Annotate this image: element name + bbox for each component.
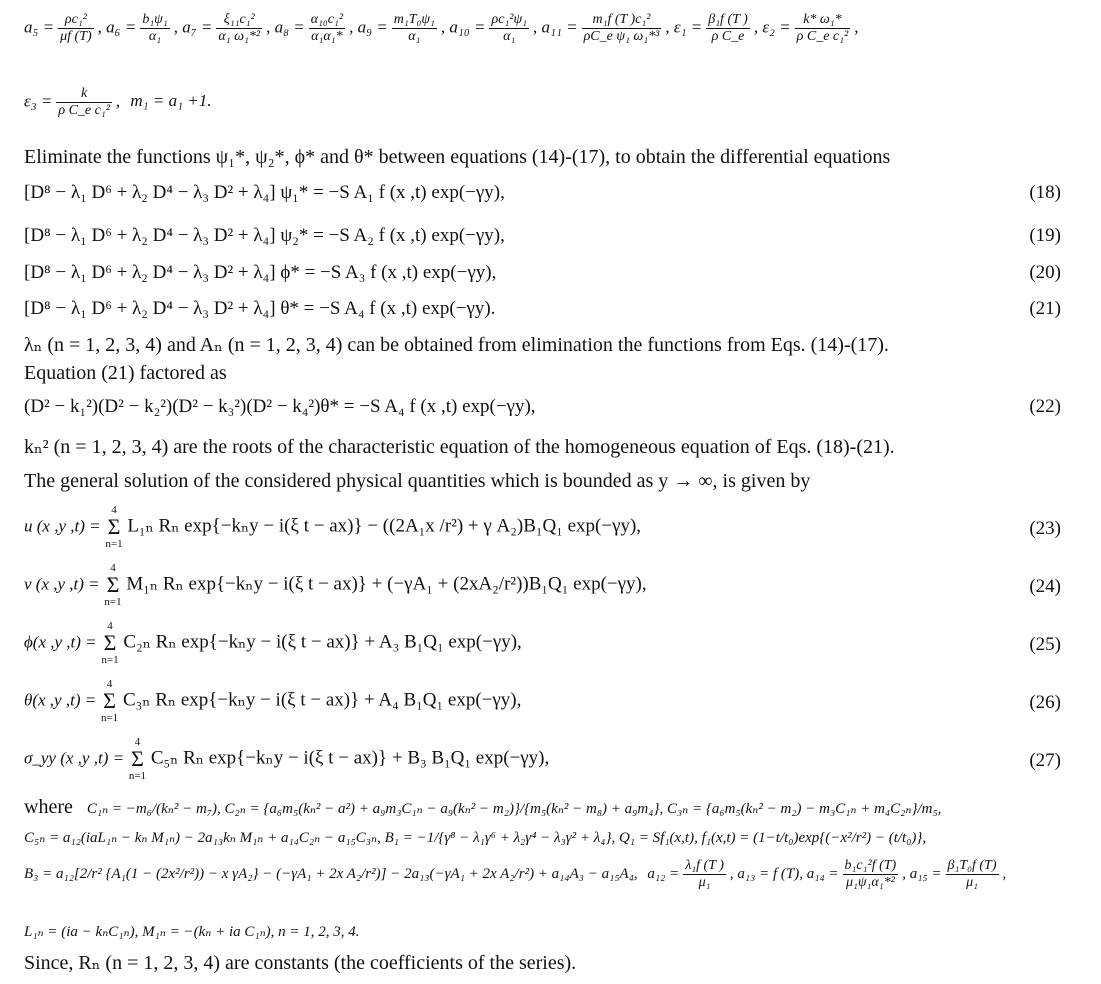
sum-upper-limit: 4 <box>134 736 141 748</box>
equation-18 <box>24 182 1089 204</box>
coef-e2-fraction <box>795 12 851 45</box>
coef-a9-fraction <box>392 12 437 45</box>
coef-a6-den: α₁ <box>148 29 162 44</box>
coef-a12-num: λ₁f (T ) <box>685 858 724 873</box>
where-line-3: B₃ = a₁₂[2/r² {A₁(1 − (2x²/r²)) − x γA₂} − (−γA₁ + 2x A₂/r²)] − 2a₁₃(−γA₁ + 2x A₂/r²) + a₁₄A₃ − a₁₅A₄, a₁₂ = $\frac{\text{λ₁f (T )}}{\text{μ₁}}$ , a₁₃ = f (T), a₁₄ = $\frac{\text{b₁c₁²f (T)}}{\text{μ₁ψ₁α₁*²}}$ , a₁₅ = $\frac{\text{β₁T₀f (T)}}{\text{μ₁}}$ , <box>24 858 1007 890</box>
sum-lower-limit: n=1 <box>128 770 147 782</box>
coef-a5-num: ρc₁² <box>58 12 94 29</box>
coef-e1-label: ε₁ = <box>673 17 703 37</box>
equation-23-sum <box>105 504 122 550</box>
equation-21 <box>24 298 1089 320</box>
coef-a9-label: a₉ = <box>357 17 388 37</box>
sum-sigma: Σ <box>131 746 144 771</box>
coef-a8-num: α₁₀c₁² <box>310 12 344 27</box>
equation-18-expr: [D⁸ − λ₁ D⁶ + λ₂ D⁴ − λ₃ D² + λ₄] ψ₁* = −S A₁ f (x ,t) exp(−γy), <box>24 182 505 203</box>
sum-sigma: Σ <box>107 514 121 539</box>
equation-19 <box>24 225 1089 247</box>
coef-a6-num: b₁ψ₁ <box>142 12 168 27</box>
coef-e3-den: ρ C_e c₁² <box>58 103 110 118</box>
equation-20-expr: [D⁸ − λ₁ D⁶ + λ₂ D⁴ − λ₃ D² + λ₄] ϕ* = −S A₃ f (x ,t) exp(−γy), <box>24 262 497 283</box>
coef-a15-label: a₁₅ = <box>909 865 942 882</box>
coef-m1: m₁ = a₁ +1. <box>130 91 212 111</box>
equation-26-sum <box>101 678 118 724</box>
equation-24-lhs: v (x ,y ,t) = <box>24 574 100 594</box>
coef-a8-fraction <box>309 12 345 45</box>
coef-a10-fraction <box>489 12 529 45</box>
equation-25-lhs: ϕ(x ,y ,t) = <box>24 632 97 652</box>
coef-a12-label: a₁₂ = <box>647 865 680 882</box>
equation-25 <box>24 620 1089 666</box>
coef-a15-den: μ₁ <box>966 875 978 890</box>
equation-22-number: (22) <box>1029 396 1061 417</box>
equation-24 <box>24 562 1089 608</box>
paragraph-lambda: λₙ (n = 1, 2, 3, 4) and Aₙ (n = 1, 2, 3, 4) can be obtained from elimination the functions from Eqs. (14)-(17). <box>24 334 889 356</box>
sum-sigma: Σ <box>103 630 117 655</box>
equation-24-sum <box>104 562 121 608</box>
paragraph-eliminate: Eliminate the functions ψ₁*, ψ₂*, ϕ* and θ* between equations (14)-(17), to obtain the differential equations <box>24 146 891 168</box>
coef-e3-label: ε₃ = <box>24 91 53 111</box>
equation-24-number: (24) <box>1029 576 1061 597</box>
coef-a10-label: a₁₀ = <box>449 17 486 37</box>
coef-a14-den: μ₁ψ₁α₁*² <box>845 875 895 890</box>
coef-a11-label: a₁₁ = <box>541 17 578 37</box>
equation-27-number: (27) <box>1029 750 1061 771</box>
equation-26-rhs: C₃ₙ Rₙ exp{−kₙy − i(ξ t − ax)} + A₄ B₁Q₁ exp(−γy), <box>122 689 522 711</box>
coef-a6-fraction <box>140 12 169 45</box>
coef-e1-fraction <box>706 12 750 45</box>
sum-lower-limit: n=1 <box>101 654 119 666</box>
where-line-2: C₅ₙ = a₁₂(iaL₁ₙ − kₙ M₁ₙ) − 2a₁₃kₙ M₁ₙ + a₁₄C₂ₙ − a₁₅C₃ₙ, B₁ = −1/{γ⁸ − λ₁γ⁶ + λ₂γ⁴ − λ₃γ² + λ₄}, Q₁ = Sf₁(x,t), f₁(x,t) = (1−t/t₀)exp{(−x²/r²) − (t/t₀)}, <box>24 830 927 846</box>
sum-upper-limit: 4 <box>110 562 116 574</box>
coef-e2-num: k* ω₁* <box>795 12 851 29</box>
coef-a7-num: ξ₁₁c₁² <box>216 12 262 29</box>
coef-a14-label: a₁₄ = <box>806 865 839 882</box>
paragraph-roots: kₙ² (n = 1, 2, 3, 4) are the roots of the characteristic equation of the homogeneous equation of Eqs. (18)-(21). <box>24 436 895 458</box>
equation-25-number: (25) <box>1029 634 1061 655</box>
coefficients-row-1: a₅ = $\frac{\text{ρc₁²}}{\mu f (T)}$ , a₆ = $\frac{\text{b₁ψ₁}}{\text{α₁}}$ , a₇ = $\frac{\text{ξ₁₁c₁²}}{\text{α₁ ω₁*²}}$ , a₈ = $\frac{\text{α₁₀c₁²}}{\text{α₁α₁*}}$ , a₉ = $\frac{\text{m₁T₀ψ₁}}{\text{α₁}}$ , a₁₀ = $\frac{\text{ρc₁²ψ₁}}{\text{α₁}}$ , a₁₁ = $\frac{\text{m₁f (T )c₁²}}{\text{ρC\_e ψ₁ ω₁*³}}$ , ε₁ = $\frac{\text{β₁f (T )}}{\text{ρ C\_e}}$ , ε₂ = $\frac{\text{k* ω₁*}}{\text{ρ C\_e c₁²}}$ , <box>24 12 859 44</box>
coef-e3-num: k <box>56 86 112 103</box>
equation-22-expr: (D² − k₁²)(D² − k₂²)(D² − k₃²)(D² − k₄²)θ* = −S A₄ f (x ,t) exp(−γy), <box>24 396 536 417</box>
coef-a9-den: α₁ <box>408 29 421 44</box>
equation-19-number: (19) <box>1029 225 1061 246</box>
where-c1n-c2n-c3n: C₁ₙ = −m₆/(kₙ² − m₇), C₂ₙ = {a₆m₅(kₙ² − a²) + a₉m₃C₁ₙ − a₉(kₙ² − m₂)}/{m₅(kₙ² − m₈) + a₉m₄}, C₃ₙ = {a₆m₅(kₙ² − m₂) − m₃C₁ₙ + m₄C₂ₙ}/m₅, <box>86 801 942 817</box>
equation-27-sum <box>129 736 146 782</box>
coef-e2-label: ε₂ = <box>762 17 791 37</box>
equation-19-expr: [D⁸ − λ₁ D⁶ + λ₂ D⁴ − λ₃ D² + λ₄] ψ₂* = −S A₂ f (x ,t) exp(−γy), <box>24 225 505 246</box>
sum-sigma: Σ <box>103 688 116 713</box>
coef-a5-den: μf (T) <box>60 29 92 44</box>
equation-23-rhs: L₁ₙ Rₙ exp{−kₙy − i(ξ t − ax)} − ((2A₁x /r²) + γ A₂)B₁Q₁ exp(−γy), <box>127 515 642 537</box>
coef-a6-label: a₆ = <box>106 17 137 37</box>
equation-27-lhs: σ_yy (x ,y ,t) = <box>24 748 125 768</box>
equation-18-number: (18) <box>1029 182 1061 203</box>
coef-a7-fraction <box>216 12 262 45</box>
coef-a14-fraction <box>843 858 899 891</box>
coef-a15-fraction <box>946 858 999 891</box>
coef-a13: a₁₃ = f (T), <box>737 865 803 882</box>
coef-a9-num: m₁T₀ψ₁ <box>393 12 435 27</box>
equation-26 <box>24 678 1089 724</box>
coef-a5-label: a₅ = <box>24 17 55 37</box>
sum-upper-limit: 4 <box>106 678 113 690</box>
where-b3: B₃ = a₁₂[2/r² {A₁(1 − (2x²/r²)) − x γA₂} − (−γA₁ + 2x A₂/r²)] − 2a₁₃(−γA₁ + 2x A₂/r²) + a₁₄A₃ − a₁₅A₄, <box>24 865 638 882</box>
where-line-1 <box>24 796 1089 819</box>
equation-26-lhs: θ(x ,y ,t) = <box>24 690 97 710</box>
coef-a8-label: a₈ = <box>274 17 305 37</box>
equation-23-lhs: u (x ,y ,t) = <box>24 516 101 536</box>
equation-22 <box>24 396 1089 418</box>
coef-e3-fraction <box>56 86 112 119</box>
equation-21-number: (21) <box>1029 298 1061 319</box>
coef-a5-fraction <box>58 12 94 45</box>
paragraph-general-solution: The general solution of the considered physical quantities which is bounded as y → ∞, is given by <box>24 470 811 492</box>
coef-a11-den: ρC_e ψ₁ ω₁*³ <box>583 29 660 44</box>
coef-a11-num: m₁f (T )c₁² <box>582 12 662 29</box>
coef-a8-den: α₁α₁* <box>311 29 343 44</box>
sum-lower-limit: n=1 <box>100 712 119 724</box>
equation-21-expr: [D⁸ − λ₁ D⁶ + λ₂ D⁴ − λ₃ D² + λ₄] θ* = −S A₄ f (x ,t) exp(−γy). <box>24 298 496 319</box>
equation-20-number: (20) <box>1029 262 1061 283</box>
equation-27-rhs: C₅ₙ Rₙ exp{−kₙy − i(ξ t − ax)} + B₃ B₁Q₁ exp(−γy), <box>150 747 550 769</box>
coef-a7-label: a₇ = <box>182 17 213 37</box>
equation-20 <box>24 262 1089 284</box>
equation-23-number: (23) <box>1029 518 1061 539</box>
coef-a10-num: ρc₁²ψ₁ <box>491 12 528 27</box>
sum-sigma: Σ <box>106 572 120 597</box>
coef-a12-den: μ₁ <box>698 875 711 890</box>
coef-a15-num: β₁T₀f (T) <box>947 858 997 873</box>
sum-lower-limit: n=1 <box>105 538 123 550</box>
equation-24-rhs: M₁ₙ Rₙ exp{−kₙy − i(ξ t − ax)} + (−γA₁ + (2xA₂/r²))B₁Q₁ exp(−γy), <box>126 573 647 595</box>
sum-lower-limit: n=1 <box>104 596 122 608</box>
equation-25-rhs: C₂ₙ Rₙ exp{−kₙy − i(ξ t − ax)} + A₃ B₁Q₁ exp(−γy), <box>123 631 522 653</box>
sum-upper-limit: 4 <box>107 620 113 632</box>
paragraph-factored: Equation (21) factored as <box>24 362 227 384</box>
coef-a7-den: α₁ ω₁*² <box>218 29 261 44</box>
equation-25-sum <box>101 620 118 666</box>
coef-e1-num: β₁f (T ) <box>708 12 748 27</box>
coef-e1-den: ρ C_e <box>711 29 745 44</box>
coefficients-row-2: ε₃ = $\frac{k}{\text{ρ C\_e c₁²}}$ , m₁ = a₁ +1. <box>24 86 212 118</box>
coef-e2-den: ρ C_e c₁² <box>796 29 849 44</box>
sum-upper-limit: 4 <box>111 504 117 516</box>
paragraph-since: Since, Rₙ (n = 1, 2, 3, 4) are constants (the coefficients of the series). <box>24 952 577 974</box>
where-line-4: L₁ₙ = (ia − kₙC₁ₙ), M₁ₙ = −(kₙ + ia C₁ₙ), n = 1, 2, 3, 4. <box>24 924 360 940</box>
where-label: where <box>24 796 73 818</box>
coef-a14-num: b₁c₁²f (T) <box>844 858 897 873</box>
coef-a10-den: α₁ <box>503 29 516 44</box>
equation-27 <box>24 736 1089 782</box>
coef-a12-fraction <box>683 858 726 891</box>
coef-a11-fraction <box>582 12 662 45</box>
equation-23 <box>24 504 1089 550</box>
equation-26-number: (26) <box>1029 692 1061 713</box>
